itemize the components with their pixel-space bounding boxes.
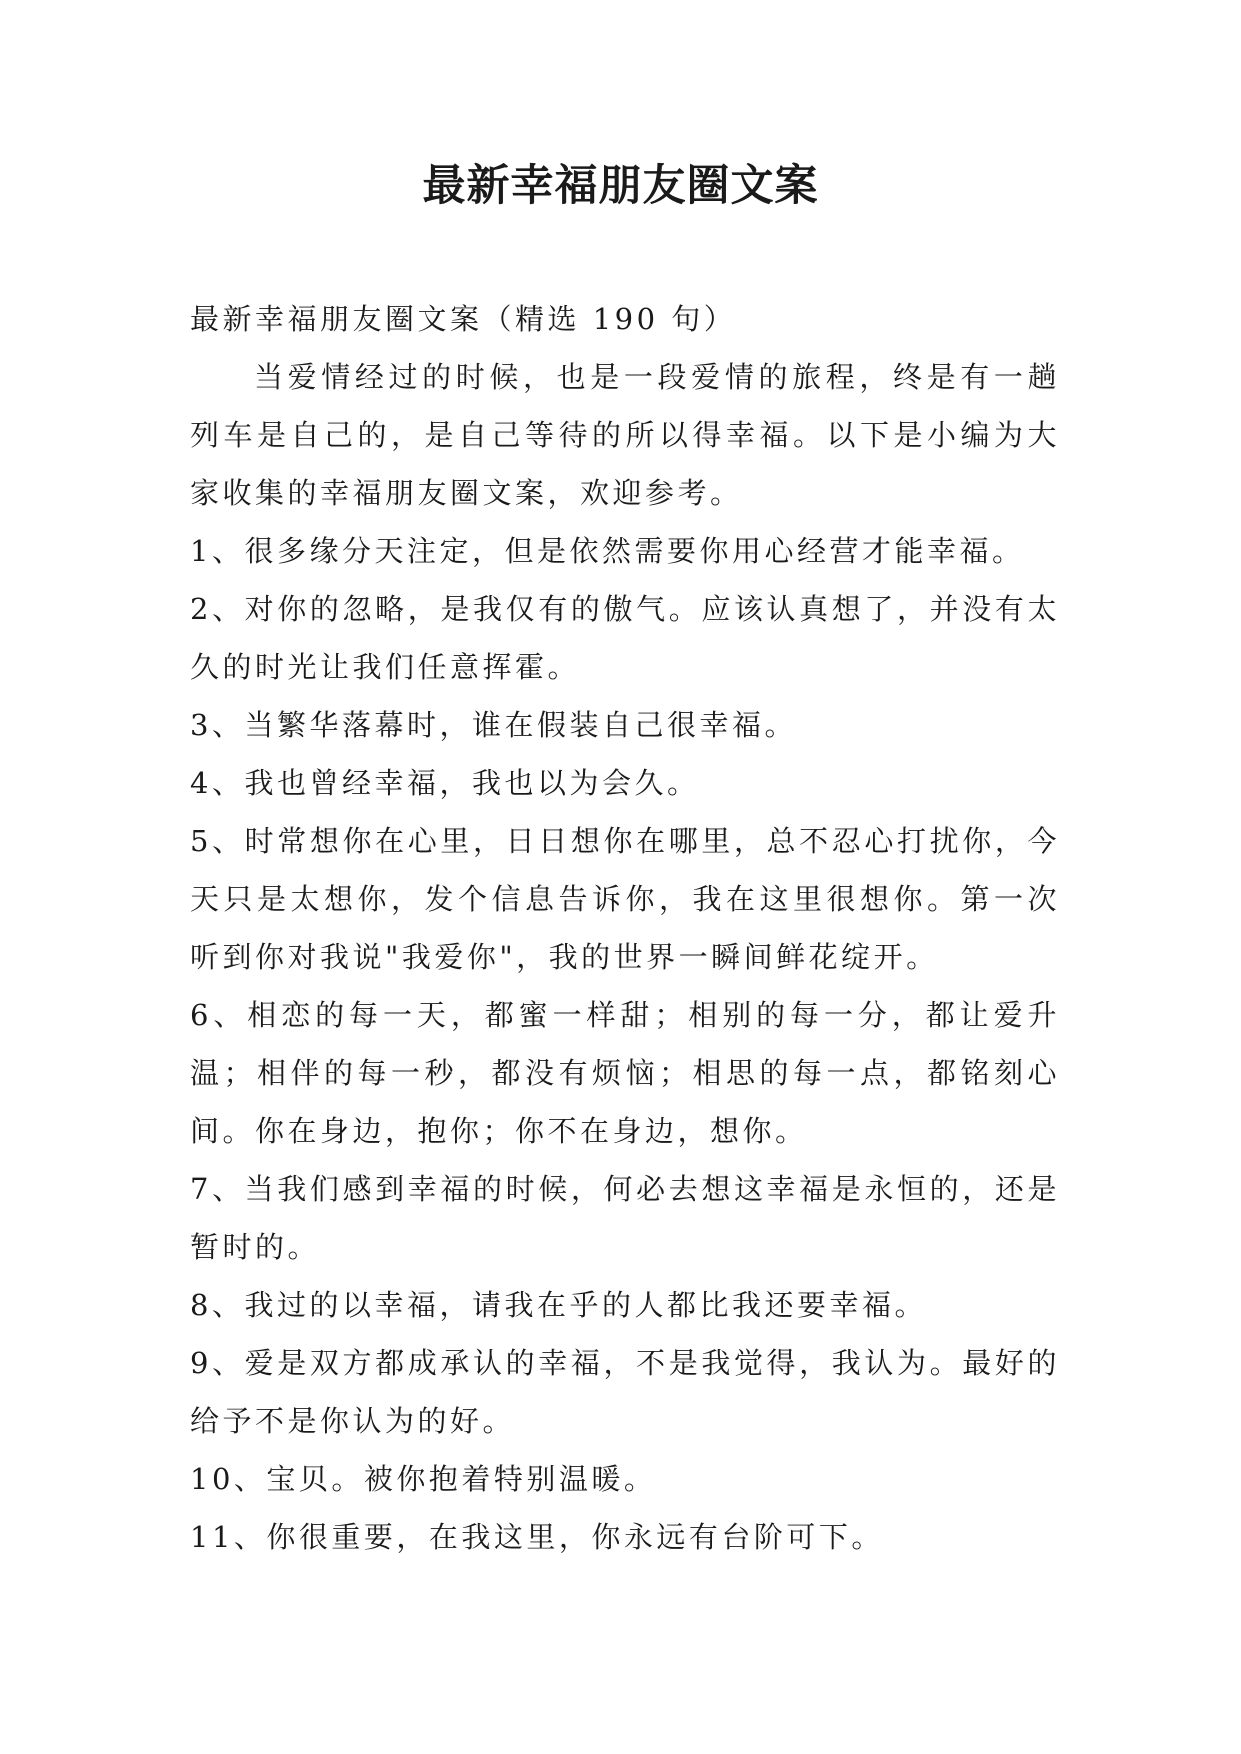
- list-item: 2、对你的忽略，是我仅有的傲气。应该认真想了，并没有太久的时光让我们任意挥霍。: [190, 592, 1060, 684]
- list-item: 4、我也曾经幸福，我也以为会久。: [190, 766, 700, 800]
- list-item: 7、当我们感到幸福的时候，何必去想这幸福是永恒的，还是暂时的。: [190, 1172, 1060, 1264]
- list-item: 8、我过的以幸福，请我在乎的人都比我还要幸福。: [190, 1288, 927, 1322]
- list-item: 9、爱是双方都成承认的幸福，不是我觉得，我认为。最好的给予不是你认为的好。: [190, 1346, 1060, 1438]
- document-body: [190, 290, 1060, 1566]
- page-title: 最新幸福朋友圈文案: [422, 161, 819, 211]
- list-item: 5、时常想你在心里，日日想你在哪里，总不忍心打扰你，今天只是太想你，发个信息告诉你，我在这里很想你。第一次听到你对我说"我爱你"，我的世界一瞬间鲜花绽开。: [190, 824, 1060, 974]
- list-item: 1、很多缘分天注定，但是依然需要你用心经营才能幸福。: [190, 534, 1025, 568]
- document-subtitle: 最新幸福朋友圈文案（精选 190 句）: [190, 302, 737, 336]
- list-item: 6、相恋的每一天，都蜜一样甜；相别的每一分，都让爱升温；相伴的每一秒，都没有烦恼；相思的每一点，都铭刻心间。你在身边，抱你；你不在身边，想你。: [190, 998, 1060, 1148]
- list-item: 10、宝贝。被你抱着特别温暖。: [190, 1462, 657, 1496]
- intro-paragraph: 当爱情经过的时候，也是一段爱情的旅程，终是有一趟列车是自己的，是自己等待的所以得幸福。以下是小编为大家收集的幸福朋友圈文案，欢迎参考。: [190, 360, 1060, 510]
- list-item: 11、你很重要，在我这里，你永远有台阶可下。: [190, 1520, 884, 1554]
- list-item: 3、当繁华落幕时，谁在假装自己很幸福。: [190, 708, 797, 742]
